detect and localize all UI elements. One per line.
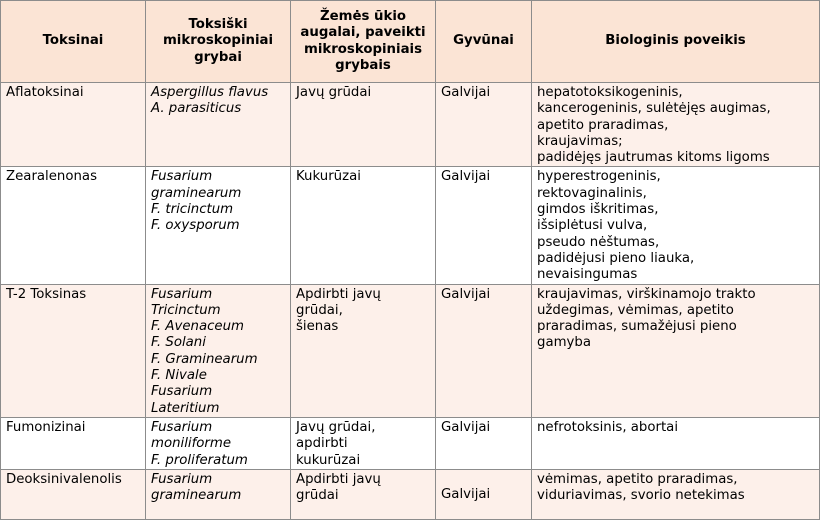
header-fungi: Toksiški mikroskopiniai grybai bbox=[146, 1, 291, 83]
animal-cell: Galvijai bbox=[436, 469, 532, 519]
animal-cell: Galvijai bbox=[436, 417, 532, 469]
toxin-cell: Aflatoksinai bbox=[1, 83, 146, 167]
fungi-line: Lateritium bbox=[151, 400, 220, 416]
fungi-line: F. Graminearum bbox=[151, 351, 258, 367]
fungi-line: graminearum bbox=[151, 488, 242, 504]
effect-line: hyperestrogeninis, bbox=[537, 169, 661, 185]
fungi-line: F. Avenaceum bbox=[151, 319, 244, 335]
effect-line: nefrotoksinis, abortai bbox=[537, 419, 679, 435]
effect-line: kraujavimas; bbox=[537, 133, 623, 149]
toxin-cell: T-2 Toksinas bbox=[1, 284, 146, 417]
effect-line: padidėjęs jautrumas kitoms ligoms bbox=[537, 150, 770, 166]
effect-line: hepatotoksikogeninis, bbox=[537, 85, 683, 100]
fungi-line: Tricinctum bbox=[151, 302, 221, 318]
effect-line: kancerogeninis, sulėtėjęs augimas, bbox=[537, 101, 771, 117]
fungi-line: Fusarium bbox=[151, 286, 213, 302]
crops-line: šienas bbox=[296, 319, 339, 335]
effect-line: praradimas, sumažėjusi pieno bbox=[537, 319, 737, 335]
fungi-cell bbox=[146, 469, 291, 519]
effect-line: viduriavimas, svorio netekimas bbox=[537, 488, 745, 504]
crops-cell bbox=[291, 417, 436, 469]
crops-line: Javų grūdai, bbox=[296, 419, 376, 435]
header-crops: Žemės ūkio augalai, paveikti mikroskopiniais grybais bbox=[291, 1, 436, 83]
crops-line: grūdai, bbox=[296, 302, 343, 318]
fungi-line: Fusarium bbox=[151, 471, 213, 487]
fungi-line: F. Nivale bbox=[151, 368, 207, 384]
effect-cell bbox=[532, 83, 820, 167]
fungi-line: F. proliferatum bbox=[151, 452, 248, 468]
effect-cell bbox=[532, 417, 820, 469]
table-row bbox=[1, 469, 820, 519]
effect-cell bbox=[532, 469, 820, 519]
table-row bbox=[1, 417, 820, 469]
fungi-line: Aspergillus flavus bbox=[151, 85, 269, 100]
crops-cell bbox=[291, 167, 436, 284]
crops-cell bbox=[291, 83, 436, 167]
fungi-line: F. tricinctum bbox=[151, 202, 234, 218]
fungi-line: Fusarium bbox=[151, 169, 213, 185]
fungi-line: F. Solani bbox=[151, 335, 206, 351]
crops-line: grūdai bbox=[296, 488, 339, 504]
fungi-line: graminearum bbox=[151, 185, 242, 201]
fungi-cell bbox=[146, 83, 291, 167]
effect-line: gamyba bbox=[537, 335, 591, 351]
effect-line: gimdos iškritimas, bbox=[537, 202, 659, 218]
toxin-cell: Fumonizinai bbox=[1, 417, 146, 469]
fungi-line: A. parasiticus bbox=[151, 101, 242, 117]
crops-line: Kukurūzai bbox=[296, 169, 361, 185]
effect-line: padidėjusi pieno liauka, bbox=[537, 250, 695, 266]
fungi-cell bbox=[146, 167, 291, 284]
effect-line: apetito praradimas, bbox=[537, 117, 669, 133]
toxin-cell: Zearalenonas bbox=[1, 167, 146, 284]
header-row bbox=[1, 1, 820, 83]
animal-cell: Galvijai bbox=[436, 284, 532, 417]
toxin-cell: Deoksinivalenolis bbox=[1, 469, 146, 519]
crops-line: apdirbti bbox=[296, 436, 348, 452]
fungi-line: moniliforme bbox=[151, 436, 232, 452]
crops-line: kukurūzai bbox=[296, 452, 361, 468]
table-row bbox=[1, 83, 820, 167]
effect-line: uždegimas, vėmimas, apetito bbox=[537, 302, 734, 318]
effect-line: vėmimas, apetito praradimas, bbox=[537, 471, 738, 487]
effect-line: rektovaginalinis, bbox=[537, 185, 647, 201]
effect-line: pseudo nėštumas, bbox=[537, 234, 660, 250]
effect-line: nevaisingumas bbox=[537, 267, 638, 283]
crops-cell bbox=[291, 284, 436, 417]
fungi-line: Fusarium bbox=[151, 384, 213, 400]
crops-line: Apdirbti javų bbox=[296, 286, 381, 302]
fungi-cell bbox=[146, 417, 291, 469]
table-row bbox=[1, 284, 820, 417]
header-toxins: Toksinai bbox=[1, 1, 146, 83]
effect-cell bbox=[532, 284, 820, 417]
animal-cell: Galvijai bbox=[436, 167, 532, 284]
crops-line: Javų grūdai bbox=[296, 85, 372, 100]
header-animals: Gyvūnai bbox=[436, 1, 532, 83]
effect-line: išsiplėtusi vulva, bbox=[537, 218, 648, 234]
effect-cell bbox=[532, 167, 820, 284]
table-body bbox=[1, 83, 820, 520]
crops-line: Apdirbti javų bbox=[296, 471, 381, 487]
fungi-line: Fusarium bbox=[151, 419, 213, 435]
fungi-line: F. oxysporum bbox=[151, 218, 240, 234]
table-row bbox=[1, 167, 820, 284]
fungi-cell bbox=[146, 284, 291, 417]
animal-cell: Galvijai bbox=[436, 83, 532, 167]
effect-line: kraujavimas, virškinamojo trakto bbox=[537, 286, 756, 302]
header-effect: Biologinis poveikis bbox=[532, 1, 820, 83]
crops-cell bbox=[291, 469, 436, 519]
